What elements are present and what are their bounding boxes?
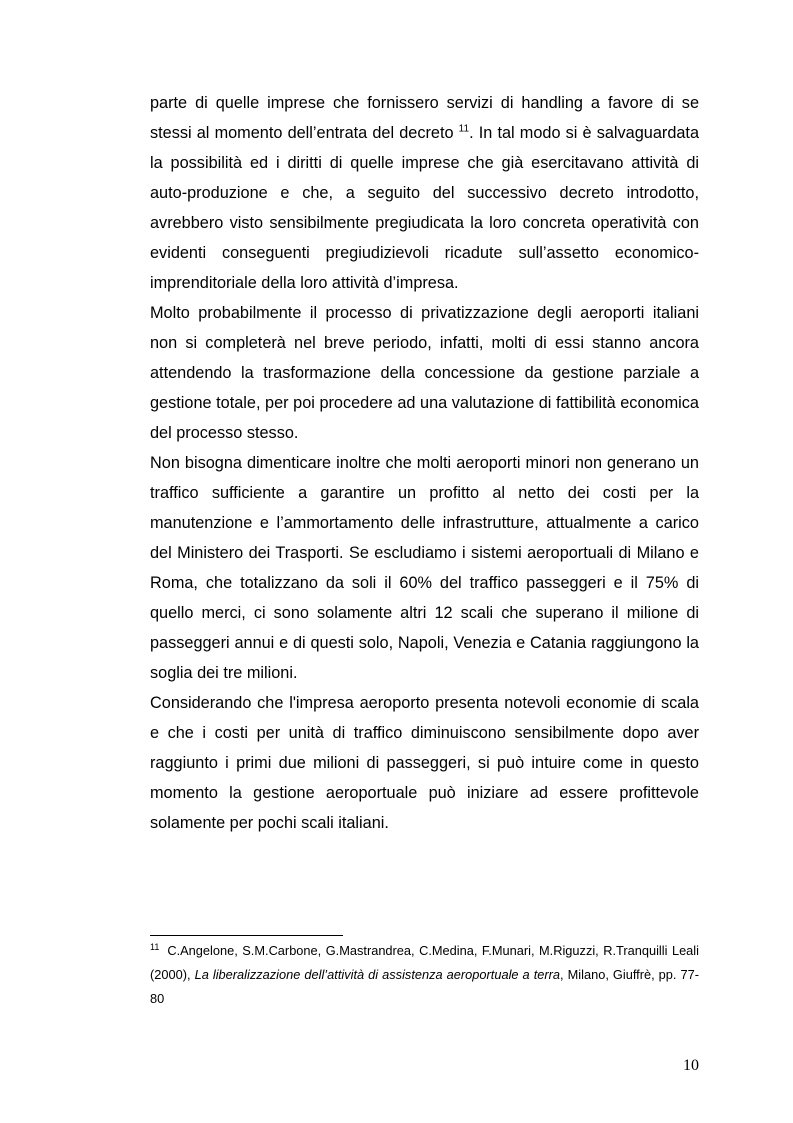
paragraph-3: Non bisogna dimenticare inoltre che molti aeroporti minori non generano un traffico sufficiente a garantire un profitto al netto dei costi per la manutenzione e l’ammortamento delle infrastrutture, attualmente a carico del Ministero dei Trasporti. Se escludiamo i sistemi aeroportuali di Milano e Roma, che totalizzano da soli il 60% del traffico passeggeri e il 75% di quello merci, ci sono solamente altri 12 scali che superano il milione di passeggeri annui e di questi solo, Napoli, Venezia e Catania raggiungono la soglia dei tre milioni. (150, 454, 699, 682)
page-number: 10 (683, 1057, 699, 1074)
footnote-title: La liberalizzazione dell’attività di assistenza aeroportuale a terra (194, 967, 561, 982)
footnote-separator (150, 935, 343, 936)
paragraph-1-text: parte di quelle imprese che fornissero servizi di handling a favore di se stessi al momento dell’entrata del decreto (150, 94, 699, 142)
paragraph-2: Molto probabilmente il processo di privatizzazione degli aeroporti italiani non si completerà nel breve periodo, infatti, molti di essi stanno ancora attendendo la trasformazione della concessione da gestione parziale a gestione totale, per poi procedere ad una valutazione di fattibilità economica del processo stesso. (150, 304, 699, 442)
footnote (150, 939, 699, 1011)
body-text (150, 88, 699, 838)
paragraph-4: Considerando che l'impresa aeroporto presenta notevoli economie di scala e che i costi per unità di traffico diminuiscono sensibilmente dopo aver raggiunto i primi due milioni di passeggeri, si può intuire come in questo momento la gestione aeroportuale può iniziare ad essere profittevole solamente per pochi scali italiani. (150, 694, 699, 832)
footnote-reference[interactable]: 11 (458, 123, 470, 135)
footnote-publisher: , Milano, Giuffrè, pp. 77-80 (150, 967, 699, 1006)
paragraph-1-continuation: . In tal modo si è salvaguardata la possibilità ed i diritti di quelle imprese che già esercitavano attività di auto-produzione e che, a seguito del successivo decreto introdotto, avrebbero visto sensibilmente pregiudicata la loro concreta operatività con evidenti conseguenti pregiudizievoli ricadute sull’assetto economico-imprenditoriale della loro attività d’impresa. (150, 124, 700, 292)
footnote-number: 11 (150, 941, 160, 952)
paragraph-1 (150, 88, 699, 298)
footnote-authors: C.Angelone, S.M.Carbone, G.Mastrandrea, C.Medina, F.Munari, M.Riguzzi, R.Tranquilli Leali (2000), (150, 943, 699, 982)
